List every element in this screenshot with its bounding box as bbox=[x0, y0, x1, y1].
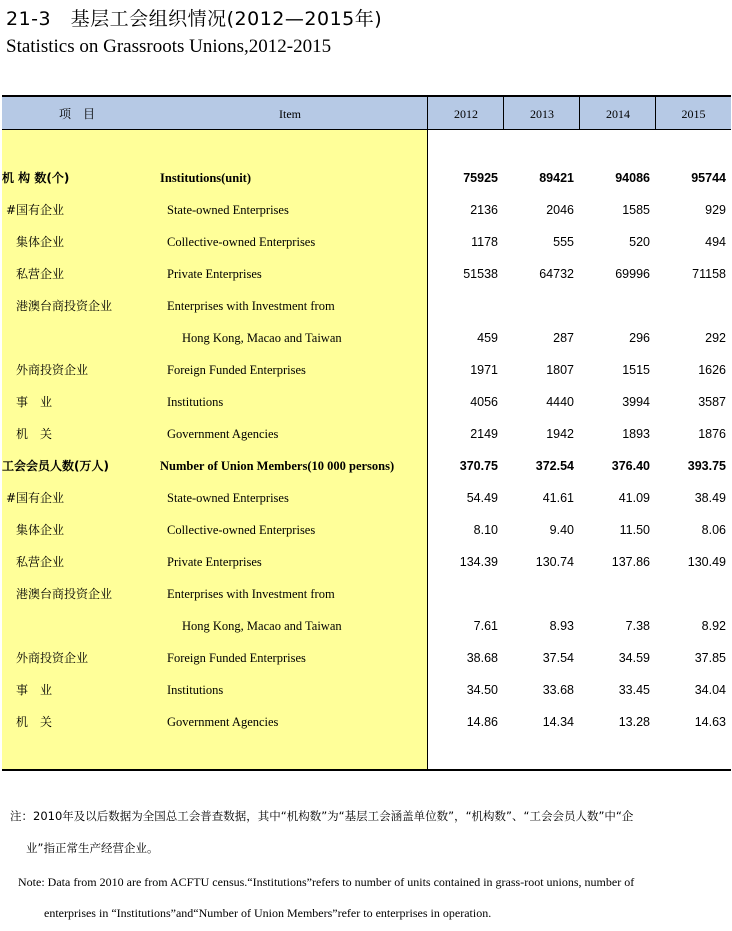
row-value bbox=[656, 578, 726, 610]
row-value: 34.04 bbox=[694, 683, 726, 697]
row-value: 54.49 bbox=[466, 491, 498, 505]
header-year-2012: 2012 bbox=[454, 107, 478, 121]
row-value: 8.92 bbox=[701, 619, 726, 633]
row-value: 1893 bbox=[622, 427, 650, 441]
row-value: 137.86 bbox=[611, 555, 650, 569]
row-value: 14.86 bbox=[466, 715, 498, 729]
row-label-cn: 集体企业 bbox=[16, 235, 65, 249]
row-value: 1807 bbox=[546, 363, 574, 377]
statistics-table bbox=[2, 95, 731, 771]
row-value: 33.45 bbox=[618, 683, 650, 697]
row-label-cn: 港澳台商投资企业 bbox=[16, 299, 113, 313]
table-row bbox=[2, 226, 731, 258]
table-row bbox=[2, 610, 731, 642]
row-value: 555 bbox=[553, 235, 574, 249]
table-row bbox=[2, 706, 731, 738]
row-value: 376.40 bbox=[611, 459, 650, 473]
row-value: 95744 bbox=[691, 171, 726, 185]
table-bottom-border bbox=[2, 769, 731, 771]
row-value: 134.39 bbox=[459, 555, 498, 569]
header-divider bbox=[579, 95, 580, 130]
row-value bbox=[580, 578, 650, 610]
row-value: 34.50 bbox=[466, 683, 498, 697]
row-value: 1585 bbox=[622, 203, 650, 217]
header-item-en: Item bbox=[279, 107, 301, 121]
table-row bbox=[2, 354, 731, 386]
row-value: 2136 bbox=[470, 203, 498, 217]
row-value: 41.61 bbox=[542, 491, 574, 505]
note-en-line1: Note: Data from 2010 are from ACFTU census.“Institutions”refers to number of units contained in grass-root unions, number of bbox=[18, 875, 635, 889]
row-value bbox=[428, 578, 498, 610]
row-label-en: Government Agencies bbox=[167, 715, 279, 729]
row-value: 1626 bbox=[698, 363, 726, 377]
row-label-en: State-owned Enterprises bbox=[167, 491, 289, 505]
page-title-cn: 21-3 基层工会组织情况(2012—2015年) bbox=[6, 8, 383, 30]
row-label-cn: #国有企业 bbox=[6, 491, 65, 505]
row-value: 4440 bbox=[546, 395, 574, 409]
row-value: 393.75 bbox=[687, 459, 726, 473]
row-value: 372.54 bbox=[535, 459, 574, 473]
row-value bbox=[428, 290, 498, 322]
row-value: 3994 bbox=[622, 395, 650, 409]
row-value: 3587 bbox=[698, 395, 726, 409]
row-label-en: Collective-owned Enterprises bbox=[167, 235, 316, 249]
header-year-2014: 2014 bbox=[606, 107, 630, 121]
header-year-2013: 2013 bbox=[530, 107, 554, 121]
table-header bbox=[2, 95, 731, 130]
row-label-en: Government Agencies bbox=[167, 427, 279, 441]
row-label-en: Collective-owned Enterprises bbox=[167, 523, 316, 537]
row-value: 8.10 bbox=[473, 523, 498, 537]
row-value: 37.85 bbox=[694, 651, 726, 665]
table-row bbox=[2, 578, 731, 610]
row-label-cn: 机 关 bbox=[16, 427, 53, 441]
row-label-en: Foreign Funded Enterprises bbox=[167, 651, 306, 665]
row-value: 37.54 bbox=[542, 651, 574, 665]
row-value: 292 bbox=[705, 331, 726, 345]
row-value bbox=[504, 290, 574, 322]
row-value: 9.40 bbox=[549, 523, 574, 537]
row-label-cn: 外商投资企业 bbox=[16, 363, 89, 377]
table-row bbox=[2, 546, 731, 578]
row-label-en: State-owned Enterprises bbox=[167, 203, 289, 217]
row-label-en: Enterprises with Investment from bbox=[167, 299, 335, 313]
row-value: 64732 bbox=[539, 267, 574, 281]
row-label-cn: #国有企业 bbox=[6, 203, 65, 217]
row-label-cn: 机 关 bbox=[16, 715, 53, 729]
row-value: 89421 bbox=[539, 171, 574, 185]
page-title-en: Statistics on Grassroots Unions,2012-2015 bbox=[6, 36, 332, 57]
table-row bbox=[2, 290, 731, 322]
row-value: 41.09 bbox=[618, 491, 650, 505]
row-value: 14.34 bbox=[542, 715, 574, 729]
note-cn-line2: 业”指正常生产经营企业。 bbox=[26, 841, 159, 855]
row-label-cn: 集体企业 bbox=[16, 523, 65, 537]
row-value: 94086 bbox=[615, 171, 650, 185]
row-label-en: Private Enterprises bbox=[167, 555, 262, 569]
row-value: 287 bbox=[553, 331, 574, 345]
note-en-line2: enterprises in “Institutions”and“Number of Union Members”refer to enterprises in operation. bbox=[44, 906, 492, 920]
table-row bbox=[2, 482, 731, 514]
table-row bbox=[2, 450, 731, 482]
row-value: 1942 bbox=[546, 427, 574, 441]
row-value: 8.06 bbox=[701, 523, 726, 537]
row-value: 520 bbox=[629, 235, 650, 249]
row-label-cn: 事 业 bbox=[16, 683, 53, 697]
row-value: 71158 bbox=[692, 267, 726, 281]
row-value: 8.93 bbox=[549, 619, 574, 633]
row-value: 69996 bbox=[615, 267, 650, 281]
row-value: 75925 bbox=[463, 171, 498, 185]
row-value: 7.38 bbox=[625, 619, 650, 633]
row-value: 2046 bbox=[546, 203, 574, 217]
row-value: 1876 bbox=[698, 427, 726, 441]
row-value: 13.28 bbox=[618, 715, 650, 729]
row-value: 34.59 bbox=[618, 651, 650, 665]
table-row bbox=[2, 322, 731, 354]
table-row bbox=[2, 194, 731, 226]
row-value bbox=[656, 290, 726, 322]
row-label-cn: 私营企业 bbox=[16, 555, 65, 569]
row-label-en: Hong Kong, Macao and Taiwan bbox=[182, 331, 342, 345]
table-row bbox=[2, 418, 731, 450]
table-row bbox=[2, 642, 731, 674]
row-value: 2149 bbox=[470, 427, 498, 441]
header-divider bbox=[503, 95, 504, 130]
row-label-en: Hong Kong, Macao and Taiwan bbox=[182, 619, 342, 633]
row-value: 494 bbox=[705, 235, 726, 249]
row-value: 929 bbox=[705, 203, 726, 217]
row-label-cn: 事 业 bbox=[16, 395, 53, 409]
header-item-cn: 项 目 bbox=[58, 107, 95, 121]
row-label-cn: 私营企业 bbox=[16, 267, 65, 281]
row-value: 11.50 bbox=[619, 523, 650, 537]
row-value: 130.49 bbox=[687, 555, 726, 569]
row-value: 33.68 bbox=[542, 683, 574, 697]
row-value: 130.74 bbox=[535, 555, 574, 569]
row-value: 1178 bbox=[471, 235, 498, 249]
row-value: 7.61 bbox=[473, 619, 498, 633]
row-value: 14.63 bbox=[694, 715, 726, 729]
row-label-en: Foreign Funded Enterprises bbox=[167, 363, 306, 377]
row-label-en: Institutions bbox=[167, 395, 224, 409]
table-row bbox=[2, 258, 731, 290]
row-label-en: Number of Union Members(10 000 persons) bbox=[160, 459, 395, 473]
row-label-en: Institutions bbox=[167, 683, 224, 697]
row-label-cn: 工会会员人数(万人) bbox=[2, 459, 109, 473]
row-value: 1971 bbox=[470, 363, 498, 377]
row-label-en: Institutions(unit) bbox=[160, 171, 251, 185]
row-value: 370.75 bbox=[459, 459, 498, 473]
header-divider bbox=[655, 95, 656, 130]
row-value: 38.49 bbox=[694, 491, 726, 505]
table-row bbox=[2, 514, 731, 546]
table-row bbox=[2, 674, 731, 706]
row-value bbox=[504, 578, 574, 610]
row-value: 4056 bbox=[470, 395, 498, 409]
row-label-en: Private Enterprises bbox=[167, 267, 262, 281]
note-cn-line1: 注：2010年及以后数据为全国总工会普查数据，其中“机构数”为“基层工会涵盖单位数”，“机构数”、“工会会员人数”中“企 bbox=[10, 809, 634, 823]
row-value: 296 bbox=[629, 331, 650, 345]
table-row bbox=[2, 162, 731, 194]
row-label-cn: 港澳台商投资企业 bbox=[16, 587, 113, 601]
row-label-en: Enterprises with Investment from bbox=[167, 587, 335, 601]
row-value: 459 bbox=[477, 331, 498, 345]
row-value bbox=[580, 290, 650, 322]
row-label-cn: 外商投资企业 bbox=[16, 651, 89, 665]
row-value: 38.68 bbox=[466, 651, 498, 665]
row-value: 51538 bbox=[463, 267, 498, 281]
header-year-2015: 2015 bbox=[681, 107, 706, 121]
table-row bbox=[2, 386, 731, 418]
row-label-cn: 机 构 数(个) bbox=[2, 171, 70, 185]
row-value: 1515 bbox=[622, 363, 650, 377]
